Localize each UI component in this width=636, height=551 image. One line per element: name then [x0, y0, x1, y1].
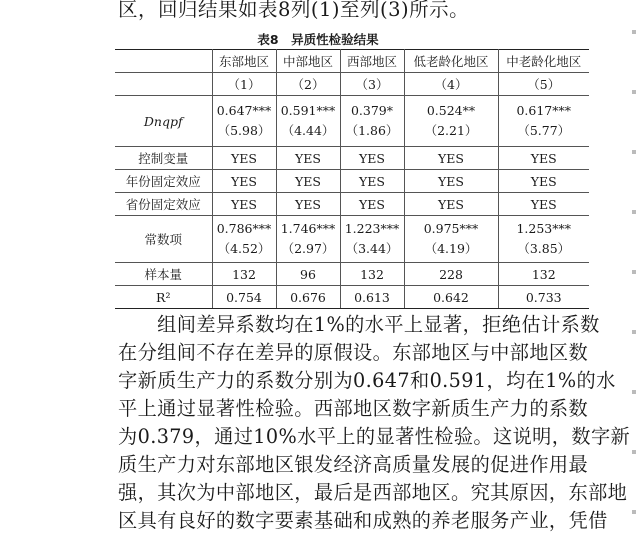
- row-label: Dnqpf: [115, 96, 212, 147]
- body-line: 强，其次为中部地区，最后是西部地区。究其原因，东部地: [118, 481, 628, 504]
- coef-value: 0.617***: [516, 103, 572, 118]
- coef-value: 0.524**: [426, 103, 476, 118]
- coef-cell: [276, 96, 340, 147]
- table-row-province-fe: [115, 193, 589, 216]
- table-cell: 132: [212, 263, 276, 286]
- table-cell: YES: [404, 170, 498, 193]
- col-number-blank: [115, 73, 212, 96]
- table-cell: YES: [212, 193, 276, 216]
- table-cell: 132: [340, 263, 404, 286]
- header-corner: [115, 50, 212, 73]
- row-label: 控制变量: [115, 147, 212, 170]
- column-number-row: [115, 73, 589, 96]
- table-cell: YES: [276, 193, 340, 216]
- row-label: 省份固定效应: [115, 193, 212, 216]
- table-cell: YES: [340, 170, 404, 193]
- coef-value: 1.746***: [280, 221, 336, 236]
- body-paragraph: [118, 311, 631, 535]
- table-cell: YES: [340, 147, 404, 170]
- coef-value: 1.223***: [344, 221, 400, 236]
- table-cell: YES: [498, 170, 589, 193]
- table-cell: YES: [340, 193, 404, 216]
- body-line: 质生产力对东部地区银发经济高质量发展的促进作用最: [118, 453, 589, 476]
- col-number: （5）: [498, 73, 589, 96]
- coef-value: 1.253***: [516, 221, 572, 236]
- row-label: 年份固定效应: [115, 170, 212, 193]
- top-text-line: 区，回归结果如表8列(1)至列(3)所示。: [118, 0, 470, 21]
- t-stat: （1.86）: [345, 123, 399, 138]
- table-row-sample-size: [115, 263, 589, 286]
- table-cell: 96: [276, 263, 340, 286]
- col-number: （1）: [212, 73, 276, 96]
- col-number: （4）: [404, 73, 498, 96]
- row-label: 常数项: [115, 216, 212, 263]
- coef-value: 0.975***: [423, 221, 479, 236]
- coef-cell: [212, 96, 276, 147]
- header-west: 西部地区: [340, 50, 404, 73]
- table-cell: 132: [498, 263, 589, 286]
- table-cell: 0.613: [340, 286, 404, 309]
- body-line: 在分组间不存在差异的原假设。东部地区与中部地区数: [118, 341, 589, 364]
- table-cell: YES: [498, 147, 589, 170]
- table-cell: YES: [404, 193, 498, 216]
- table-cell: YES: [276, 147, 340, 170]
- col-number: （3）: [340, 73, 404, 96]
- coef-cell: [404, 216, 498, 263]
- table-header-row: [115, 50, 589, 73]
- table-cell: 0.733: [498, 286, 589, 309]
- coef-cell: [404, 96, 498, 147]
- table-cell: YES: [212, 170, 276, 193]
- coef-cell: [340, 96, 404, 147]
- header-east: 东部地区: [212, 50, 276, 73]
- t-stat: （4.52）: [217, 241, 271, 256]
- t-stat: （4.19）: [424, 241, 478, 256]
- regression-results-table: [115, 49, 589, 309]
- body-line: 为0.379，通过10%水平上的显著性检验。这说明，数字新: [118, 425, 631, 448]
- table-row-constant: [115, 216, 589, 263]
- table-cell: YES: [212, 147, 276, 170]
- table-cell: 0.754: [212, 286, 276, 309]
- table-cell: YES: [276, 170, 340, 193]
- table-cell: YES: [404, 147, 498, 170]
- body-line: 区具有良好的数字要素基础和成熟的养老服务产业，凭借: [118, 509, 608, 532]
- t-stat: （2.21）: [424, 123, 478, 138]
- t-stat: （4.44）: [281, 123, 335, 138]
- t-stat: （3.85）: [517, 241, 571, 256]
- t-stat: （5.77）: [517, 123, 571, 138]
- t-stat: （2.97）: [281, 241, 335, 256]
- coef-cell: [276, 216, 340, 263]
- row-label: 样本量: [115, 263, 212, 286]
- table-cell: 0.642: [404, 286, 498, 309]
- coef-value: 0.647***: [216, 103, 272, 118]
- table-cell: YES: [498, 193, 589, 216]
- row-label: R²: [115, 286, 212, 309]
- body-line: 字新质生产力的系数分别为0.647和0.591，均在1%的水: [118, 369, 616, 392]
- body-line: 平上通过显著性检验。西部地区数字新质生产力的系数: [118, 397, 589, 420]
- header-mid-aging: 中老龄化地区: [498, 50, 589, 73]
- page-edge-marks: [632, 0, 636, 551]
- header-low-aging: 低老龄化地区: [404, 50, 498, 73]
- coef-cell: [498, 216, 589, 263]
- coef-cell: [498, 96, 589, 147]
- table-cell: 228: [404, 263, 498, 286]
- table-row-dnqpf: [115, 96, 589, 147]
- table-row-r2: [115, 286, 589, 309]
- t-stat: （3.44）: [345, 241, 399, 256]
- coef-cell: [212, 216, 276, 263]
- table-cell: 0.676: [276, 286, 340, 309]
- coef-value: 0.591***: [280, 103, 336, 118]
- table-row-year-fe: [115, 170, 589, 193]
- header-central: 中部地区: [276, 50, 340, 73]
- table-caption: 表8 异质性检验结果: [257, 32, 379, 47]
- t-stat: （5.98）: [217, 123, 271, 138]
- coef-value: 0.379*: [350, 103, 394, 118]
- coef-value: 0.786***: [216, 221, 272, 236]
- body-line: 组间差异系数均在1%的水平上显著，拒绝估计系数: [118, 313, 600, 336]
- coef-cell: [340, 216, 404, 263]
- col-number: （2）: [276, 73, 340, 96]
- table-row-controls: [115, 147, 589, 170]
